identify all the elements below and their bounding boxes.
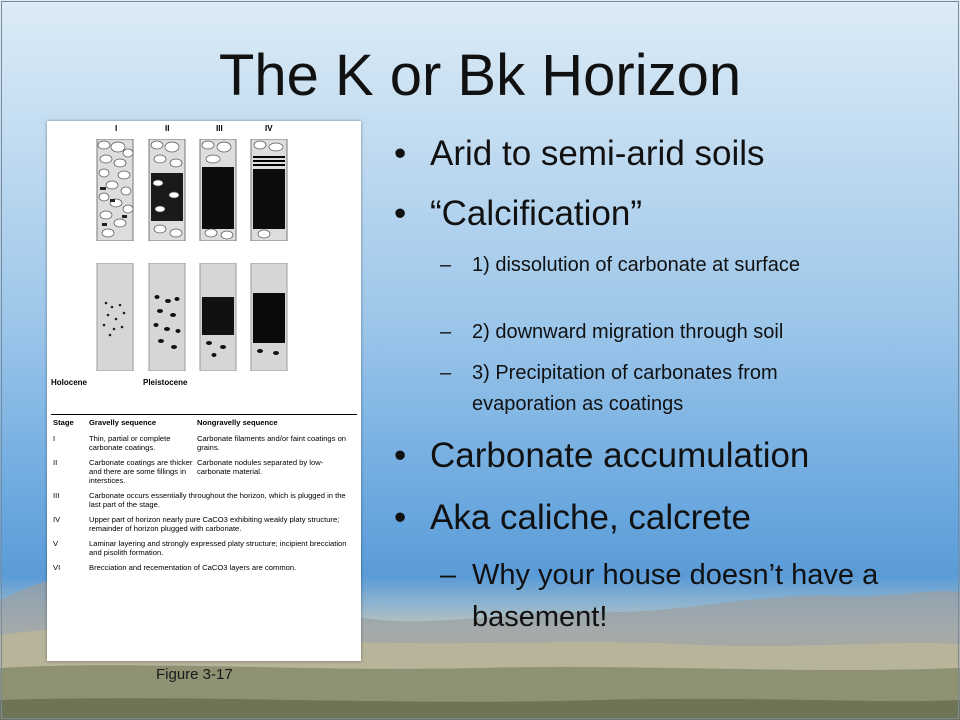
bullet-text: Arid to semi-arid soils <box>430 134 765 173</box>
table-row <box>51 562 357 577</box>
nongravelly-column-stage-3 <box>199 263 237 371</box>
stage-cell: V <box>53 539 59 548</box>
figure-caption: Figure 3-17 <box>156 666 233 683</box>
era-label-pleistocene: Pleistocene <box>143 378 188 387</box>
table-row <box>51 433 357 457</box>
table-row <box>51 538 357 562</box>
bullet-text: Aka caliche, calcrete <box>430 498 751 537</box>
gravelly-cell: Thin, partial or complete carbonate coatings. <box>89 434 171 452</box>
gravelly-column-stage-3 <box>199 139 237 241</box>
sub-bullet-text: 2) downward migration through soil <box>472 321 784 343</box>
gravelly-column-stage-1 <box>96 139 134 241</box>
sub-bullet-item <box>440 554 920 638</box>
sub-bullet-dash: – <box>440 362 452 384</box>
stage-header: I <box>115 124 118 133</box>
table-header: Nongravelly sequence <box>197 418 278 427</box>
bullet-text: Carbonate accumulation <box>430 436 810 475</box>
stage-header: III <box>216 124 223 133</box>
sub-bullet-item <box>440 358 900 420</box>
stage-table <box>51 417 357 577</box>
table-row <box>51 514 357 538</box>
stage-cell: III <box>53 491 60 500</box>
table-header-row <box>51 417 357 433</box>
nongravelly-column-stage-1 <box>96 263 134 371</box>
description-cell: Carbonate occurs essentially throughout the horizon, which is plugged in the last part of the stage. <box>89 491 346 509</box>
stage-cell: IV <box>53 515 61 524</box>
bullet-text: “Calcification” <box>430 194 642 233</box>
era-label-holocene: Holocene <box>51 378 88 387</box>
slide-title: The K or Bk Horizon <box>218 43 742 108</box>
bullet-dot: • <box>394 194 407 233</box>
table-row <box>51 457 357 490</box>
nongravelly-cell: Carbonate filaments and/or faint coatings on grains. <box>197 434 347 452</box>
description-cell: Laminar layering and strongly expressed platy structure; incipient brecciation and pisolith formation. <box>89 539 347 557</box>
bullet-dot: • <box>394 436 407 475</box>
sub-bullet-item <box>440 317 900 348</box>
soil-stage-figure <box>47 121 361 661</box>
sub-bullet-text: Why your house doesn’t have a basement! <box>472 559 879 633</box>
description-cell: Upper part of horizon nearly pure CaCO3 exhibiting weakly platy structure; remainder of horizon plugged with carbonate. <box>89 515 340 533</box>
gravelly-column-stage-2 <box>148 139 186 241</box>
stage-header: II <box>165 124 170 133</box>
gravelly-column-stage-4 <box>250 139 288 241</box>
bullet-dot: • <box>394 134 407 173</box>
stage-cell: I <box>53 434 56 443</box>
nongravelly-column-stage-4 <box>250 263 288 371</box>
sub-bullet-item <box>440 250 900 312</box>
stage-cell: VI <box>53 563 61 572</box>
stage-cell: II <box>53 458 58 467</box>
table-top-rule <box>51 414 357 415</box>
nongravelly-cell: Carbonate nodules separated by low-carbonate material. <box>197 458 324 476</box>
nongravelly-column-stage-2 <box>148 263 186 371</box>
sub-bullet-text: 1) dissolution of carbonate at surface <box>472 254 800 276</box>
sub-bullet-dash: – <box>440 559 457 591</box>
description-cell: Brecciation and recementation of CaCO3 layers are common. <box>89 563 297 572</box>
gravelly-cell: Carbonate coatings are thicker and there are some fillings in interstices. <box>89 458 193 485</box>
bullet-dot: • <box>394 498 407 537</box>
table-header: Gravelly sequence <box>89 418 157 427</box>
sub-bullet-dash: – <box>440 254 452 276</box>
sub-bullet-dash: – <box>440 321 452 343</box>
table-row <box>51 490 357 514</box>
table-header: Stage <box>53 418 74 427</box>
stage-header: IV <box>265 124 273 133</box>
sub-bullet-text: 3) Precipitation of carbonates from evaporation as coatings <box>472 362 778 415</box>
